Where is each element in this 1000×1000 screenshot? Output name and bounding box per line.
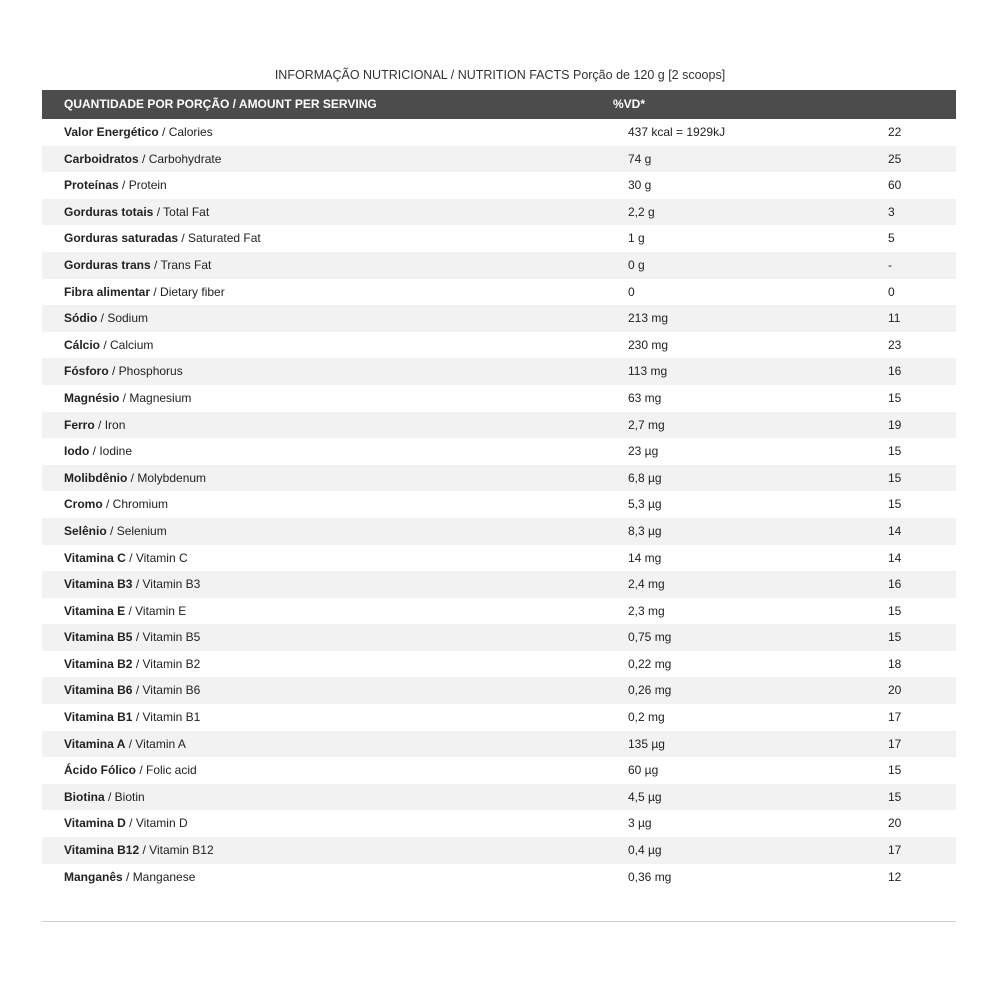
daily-value-percent: 5 — [888, 231, 895, 246]
nutrient-name — [64, 385, 191, 412]
nutrient-name — [64, 677, 200, 704]
nutrient-amount: 1 g — [628, 231, 645, 246]
nutrient-amount: 135 µg — [628, 736, 665, 751]
nutrient-amount: 4,5 µg — [628, 789, 662, 804]
nutrient-amount: 60 µg — [628, 763, 659, 778]
nutrient-name — [64, 704, 200, 731]
nutrient-name-en: / Folic acid — [136, 763, 197, 778]
table-row — [42, 358, 956, 385]
nutrient-amount: 6,8 µg — [628, 470, 662, 485]
table-row — [42, 119, 956, 146]
nutrient-name — [64, 172, 167, 199]
daily-value-percent: 23 — [888, 337, 902, 352]
nutrition-table — [42, 90, 956, 890]
table-row — [42, 757, 956, 784]
table-row — [42, 810, 956, 837]
nutrient-amount: 2,3 mg — [628, 603, 665, 618]
table-row — [42, 146, 956, 173]
nutrient-name-en: / Calories — [158, 125, 213, 139]
nutrient-name-pt: Manganês — [64, 869, 123, 884]
nutrient-name-pt: Vitamina E — [64, 603, 126, 618]
nutrient-name-pt: Vitamina B5 — [64, 630, 133, 645]
nutrient-amount: 0,26 mg — [628, 683, 672, 698]
daily-value-percent: 14 — [888, 523, 902, 538]
nutrient-name — [64, 757, 197, 784]
nutrient-amount: 30 g — [628, 178, 652, 193]
header-amount-per-serving: QUANTIDADE POR PORÇÃO / AMOUNT PER SERVING — [64, 97, 377, 111]
nutrient-name-en: / Iodine — [89, 444, 133, 459]
nutrient-name — [64, 491, 168, 518]
daily-value-percent: 11 — [888, 311, 901, 326]
nutrient-name — [64, 571, 200, 598]
table-header — [42, 90, 956, 119]
nutrient-amount: 0,22 mg — [628, 656, 672, 671]
daily-value-percent: 15 — [888, 390, 902, 405]
nutrient-name-pt: Vitamina B12 — [64, 843, 140, 858]
table-row — [42, 225, 956, 252]
header-daily-value: %VD* — [613, 97, 646, 111]
nutrient-name — [64, 518, 167, 545]
table-row — [42, 784, 956, 811]
daily-value-percent: 17 — [888, 710, 902, 725]
nutrient-name — [64, 438, 132, 465]
nutrient-name — [64, 837, 214, 864]
nutrient-name-en: / Vitamin A — [125, 736, 186, 751]
daily-value-percent: 12 — [888, 869, 902, 884]
nutrient-name-pt: Gorduras saturadas — [64, 231, 179, 246]
daily-value-percent: - — [888, 257, 892, 272]
nutrient-name-pt: Vitamina B1 — [64, 710, 133, 725]
nutrient-amount: 437 kcal = 1929kJ — [628, 125, 726, 139]
nutrient-name — [64, 598, 186, 625]
table-row — [42, 491, 956, 518]
nutrient-name-en: / Manganese — [122, 869, 196, 884]
nutrient-name — [64, 465, 206, 492]
table-row — [42, 172, 956, 199]
nutrient-amount: 0,2 mg — [628, 710, 665, 725]
nutrient-name-en: / Phosphorus — [108, 364, 183, 379]
nutrient-name-pt: Iodo — [64, 444, 90, 459]
table-row — [42, 385, 956, 412]
nutrient-name — [64, 146, 221, 173]
nutrient-name-pt: Proteínas — [64, 178, 119, 193]
nutrient-name — [64, 332, 153, 359]
nutrient-amount: 5,3 µg — [628, 497, 662, 512]
nutrient-name-en: / Molybdenum — [127, 470, 207, 485]
nutrient-name-en: / Vitamin B1 — [132, 710, 201, 725]
daily-value-percent: 18 — [888, 656, 902, 671]
table-row — [42, 837, 956, 864]
daily-value-percent: 15 — [888, 630, 902, 645]
nutrient-name-pt: Gorduras trans — [64, 257, 151, 272]
nutrient-amount: 0 g — [628, 257, 645, 272]
nutrient-name-pt: Vitamina B2 — [64, 656, 133, 671]
table-row — [42, 199, 956, 226]
table-row — [42, 624, 956, 651]
table-row — [42, 279, 956, 306]
daily-value-percent: 15 — [888, 763, 902, 778]
nutrient-amount: 14 mg — [628, 550, 662, 565]
nutrient-name-en: / Biotin — [104, 789, 145, 804]
nutrient-name-en: / Chromium — [102, 497, 169, 512]
nutrient-name-pt: Fósforo — [64, 364, 109, 379]
daily-value-percent: 14 — [888, 550, 902, 565]
table-row — [42, 412, 956, 439]
nutrient-name — [64, 279, 225, 306]
nutrient-name-pt: Fibra alimentar — [64, 284, 151, 299]
nutrient-name-en: / Selenium — [106, 523, 167, 538]
nutrient-name-pt: Selênio — [64, 523, 107, 538]
daily-value-percent: 17 — [888, 736, 902, 751]
nutrient-name-en: / Vitamin B6 — [132, 683, 201, 698]
nutrient-name-pt: Vitamina D — [64, 816, 126, 831]
table-row — [42, 518, 956, 545]
nutrient-name-pt: Ferro — [64, 417, 95, 432]
table-row — [42, 252, 956, 279]
table-row — [42, 651, 956, 678]
nutrient-name-pt: Valor Energético — [64, 125, 159, 139]
daily-value-percent: 20 — [888, 683, 902, 698]
table-row — [42, 545, 956, 572]
bottom-divider — [42, 921, 956, 922]
daily-value-percent: 15 — [888, 470, 902, 485]
nutrient-name-en: / Protein — [118, 178, 167, 193]
table-row — [42, 598, 956, 625]
nutrient-name-en: / Vitamin D — [125, 816, 188, 831]
nutrient-amount: 2,2 g — [628, 204, 655, 219]
nutrient-name-en: / Trans Fat — [150, 257, 212, 272]
nutrient-amount: 74 g — [628, 151, 652, 166]
nutrient-name-pt: Vitamina C — [64, 550, 126, 565]
nutrient-name-pt: Vitamina A — [64, 736, 126, 751]
nutrient-amount: 0 — [628, 284, 635, 299]
nutrient-amount: 23 µg — [628, 444, 659, 459]
nutrient-amount: 2,4 mg — [628, 577, 665, 592]
nutrient-name-en: / Saturated Fat — [178, 231, 261, 246]
daily-value-percent: 16 — [888, 364, 902, 379]
daily-value-percent: 15 — [888, 497, 902, 512]
table-row — [42, 677, 956, 704]
table-row — [42, 332, 956, 359]
nutrient-name-en: / Vitamin E — [125, 603, 187, 618]
daily-value-percent: 15 — [888, 789, 902, 804]
daily-value-percent: 20 — [888, 816, 902, 831]
nutrient-name — [64, 810, 188, 837]
nutrient-name-pt: Vitamina B3 — [64, 577, 133, 592]
nutrient-name-pt: Cromo — [64, 497, 103, 512]
nutrient-name-en: / Magnesium — [119, 390, 192, 405]
daily-value-percent: 15 — [888, 444, 902, 459]
daily-value-percent: 22 — [888, 125, 902, 139]
nutrient-name-en: / Vitamin B12 — [139, 843, 214, 858]
table-row — [42, 571, 956, 598]
nutrient-name-en: / Dietary fiber — [150, 284, 225, 299]
table-row — [42, 465, 956, 492]
nutrient-name-en: / Vitamin B5 — [132, 630, 201, 645]
table-caption: INFORMAÇÃO NUTRICIONAL / NUTRITION FACTS Porção de 120 g [2 scoops] — [274, 68, 726, 82]
nutrient-amount: 2,7 mg — [628, 417, 665, 432]
daily-value-percent: 0 — [888, 284, 895, 299]
nutrient-amount: 63 mg — [628, 390, 662, 405]
nutrient-name — [64, 119, 213, 146]
table-row — [42, 438, 956, 465]
nutrient-name — [64, 545, 188, 572]
nutrient-name-en: / Vitamin B2 — [132, 656, 201, 671]
nutrient-amount: 113 mg — [628, 364, 668, 379]
nutrient-name — [64, 358, 183, 385]
nutrient-name — [64, 864, 195, 891]
nutrient-name-pt: Gorduras totais — [64, 204, 154, 219]
nutrient-amount: 0,36 mg — [628, 869, 672, 884]
nutrient-amount: 8,3 µg — [628, 523, 662, 538]
nutrient-name-pt: Sódio — [64, 311, 98, 326]
daily-value-percent: 25 — [888, 151, 902, 166]
nutrient-name — [64, 624, 200, 651]
nutrient-name-pt: Molibdênio — [64, 470, 128, 485]
nutrient-name — [64, 199, 209, 226]
table-body — [42, 119, 956, 890]
nutrient-name-en: / Iron — [94, 417, 126, 432]
nutrient-name-en: / Vitamin C — [125, 550, 188, 565]
nutrient-name — [64, 731, 186, 758]
nutrient-name-en: / Sodium — [97, 311, 149, 326]
daily-value-percent: 60 — [888, 178, 902, 193]
nutrient-amount: 0,4 µg — [628, 843, 662, 858]
nutrient-name-en: / Total Fat — [153, 204, 210, 219]
nutrient-name-pt: Carboidratos — [64, 151, 139, 166]
nutrient-name — [64, 651, 200, 678]
table-row — [42, 704, 956, 731]
nutrient-name — [64, 305, 148, 332]
nutrient-name-pt: Biotina — [64, 789, 105, 804]
daily-value-percent: 17 — [888, 843, 902, 858]
table-row — [42, 864, 956, 891]
nutrient-name-en: / Carbohydrate — [138, 151, 222, 166]
nutrient-name-en: / Calcium — [100, 337, 154, 352]
nutrient-name-pt: Magnésio — [64, 390, 120, 405]
nutrient-amount: 213 mg — [628, 311, 669, 326]
nutrient-name — [64, 225, 261, 252]
nutrient-name — [64, 252, 211, 279]
nutrient-name-en: / Vitamin B3 — [132, 577, 201, 592]
daily-value-percent: 15 — [888, 603, 902, 618]
table-row — [42, 731, 956, 758]
nutrient-name — [64, 412, 125, 439]
nutrient-name — [64, 784, 145, 811]
nutrient-name-pt: Cálcio — [64, 337, 101, 352]
daily-value-percent: 19 — [888, 417, 902, 432]
nutrient-amount: 0,75 mg — [628, 630, 672, 645]
daily-value-percent: 3 — [888, 204, 895, 219]
nutrient-name-pt: Vitamina B6 — [64, 683, 133, 698]
nutrient-amount: 230 mg — [628, 337, 669, 352]
daily-value-percent: 16 — [888, 577, 902, 592]
nutrient-amount: 3 µg — [628, 816, 652, 831]
table-row — [42, 305, 956, 332]
nutrient-name-pt: Ácido Fólico — [64, 763, 136, 778]
